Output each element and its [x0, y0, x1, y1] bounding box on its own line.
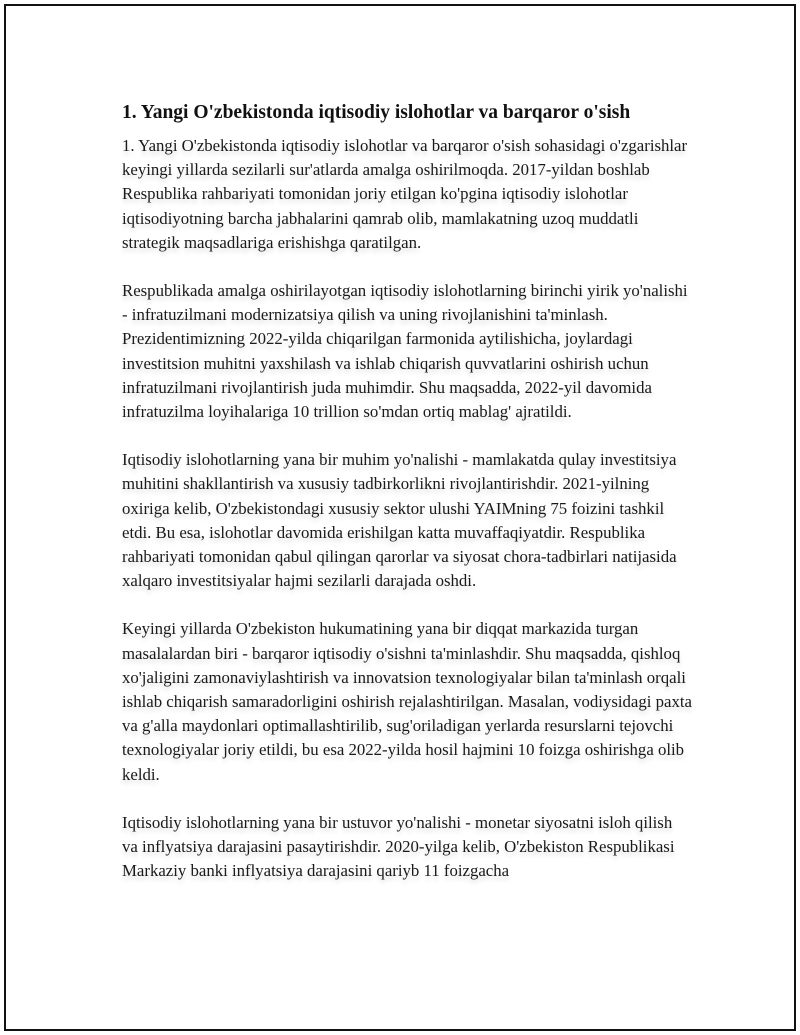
paragraph-3: Iqtisodiy islohotlarning yana bir muhim yo'nalishi - mamlakatda qulay investitsiya muhitini shakllantirish va xususiy tadbirkorlikni rivojlantirishdir. 2021-yilning oxiriga kelib, O'zbekistondagi xususiy sektor ulushi YAIMning 75 foizini tashkil etdi. Bu esa, islohotlar davomida erishilgan katta muvaffaqiyatdir. Respublika rahbariyati tomonidan qabul qilingan qarorlar va siyosat chora-tadbirlari natijasida xalqaro investitsiyalar hajmi sezilarli darajada oshdi. — [122, 450, 677, 591]
paragraph-2: Respublikada amalga oshirilayotgan iqtisodiy islohotlarning birinchi yirik yo'nalishi - infratuzilmani modernizatsiya qilish va uning rivojlanishini ta'minlash. Prezidentimizning 2022-yilda chiqarilgan farmonida aytilishicha, joylardagi investitsion muhitni yaxshilash va ishlab chiqarish quvvatlarini oshirish uchun infratuzilmani rivojlantirish juda muhimdir. Shu maqsadda, 2022-yil davomida infratuzilma loyihalariga 10 trillion so'mdan ortiq mablag' ajratildi. — [122, 281, 688, 422]
paragraph-4: Keyingi yillarda O'zbekiston hukumatining yana bir diqqat markazida turgan masalalardan biri - barqaror iqtisodiy o'sishni ta'minlashdir. Shu maqsadda, qishloq xo'jaligini zamonaviylashtirish va innovatsion texnologiyalar bilan ta'minlash orqali ishlab chiqarish samaradorligini oshirish rejalashtirilgan. Masalan, vodiysidagi paxta va g'alla maydonlari optimallashtirilib, sug'oriladigan yerlarda resurslarni tejovchi texnologiyalar joriy etildi, bu esa 2022-yilda hosil hajmini 10 foizga oshirishga olib keldi. — [122, 619, 692, 784]
document-body — [122, 100, 692, 907]
page-title: 1. Yangi O'zbekistonda iqtisodiy islohotlar va barqaror o'sish — [122, 102, 631, 123]
paragraph-5: Iqtisodiy islohotlarning yana bir ustuvor yo'nalishi - monetar siyosatni isloh qilish va inflyatsiya darajasini pasaytirishdir. 2020-yilga kelib, O'zbekiston Respublikasi Markaziy banki inflyatsiya darajasini qariyb 11 foizgacha — [122, 812, 675, 881]
document-page — [4, 4, 796, 1031]
paragraph-1: 1. Yangi O'zbekistonda iqtisodiy islohotlar va barqaror o'sish sohasidagi o'zgarishlar keyingi yillarda sezilarli sur'atlarda amalga oshirilmoqda. 2017-yildan boshlab Respublika rahbariyati tomonidan joriy etilgan ko'pgina iqtisodiy islohotlar iqtisodiyotning barcha jabhalarini qamrab olib, mamlakatning uzoq muddatli strategik maqsadlariga erishishga qaratilgan. — [122, 136, 688, 252]
